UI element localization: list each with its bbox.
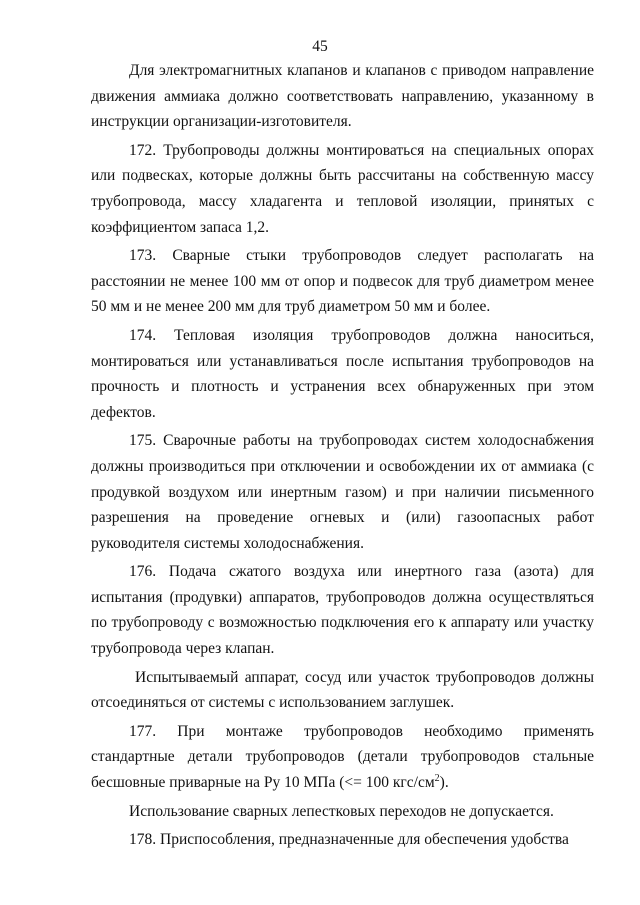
paragraph-172: 172. Трубопроводы должны монтироваться на специальных опорах или подвесках, которые должны быть рассчитаны на собственную массу трубопровода, массу хладагента и тепловой изоляции, принятых с коэффициентом запаса 1,2. — [91, 141, 594, 236]
paragraph-177-tail: ). — [439, 774, 449, 792]
paragraph-175: 175. Сварочные работы на трубопроводах систем холодоснабжения должны производиться при отключении и освобождении их от аммиака (с продувкой воздухом или инертным газом) и при наличии письменного разрешения на проведение огневых и (или) газоопасных работ руководителя системы холодоснабжения. — [91, 432, 594, 552]
paragraph-178: 178. Приспособления, предназначенные для обеспечения удобства — [129, 831, 569, 849]
paragraph-176: 176. Подача сжатого воздуха или инертного газа (азота) для испытания (продувки) аппаратов, трубопроводов должна осуществляться по трубопроводу с возможностью подключения его к аппарату или участку трубопровода через клапан. — [91, 563, 594, 658]
document-body — [91, 58, 594, 856]
paragraph-176-continued: Испытываемый аппарат, сосуд или участок трубопроводов должны отсоединяться от системы с использованием заглушек. — [91, 668, 594, 712]
paragraph-174: 174. Тепловая изоляция трубопроводов должна наноситься, монтироваться или устанавливаться после испытания трубопроводов на прочность и плотность и устранения всех обнаруженных при этом дефектов. — [91, 326, 594, 421]
paragraph-177-continued: Использование сварных лепестковых переходов не допускается. — [129, 802, 554, 820]
page-number: 45 — [312, 38, 328, 55]
paragraph-177-text: 177. При монтаже трубопроводов необходимо применять стандартные детали трубопроводов (детали трубопроводов стальные бесшовные приварные на Ру 10 МПа (<= 100 кгс/см — [91, 722, 594, 792]
paragraph-177 — [91, 719, 594, 796]
paragraph-173: 173. Сварные стыки трубопроводов следует располагать на расстоянии не менее 100 мм от опор и подвесок для труб диаметром менее 50 мм и не менее 200 мм для труб диаметром 50 мм и более. — [91, 247, 594, 316]
paragraph: Для электромагнитных клапанов и клапанов с приводом направление движения аммиака должно соответствовать направлению, указанному в инструкции организации-изготовителя. — [91, 62, 594, 131]
superscript-exponent: 2 — [434, 772, 440, 784]
